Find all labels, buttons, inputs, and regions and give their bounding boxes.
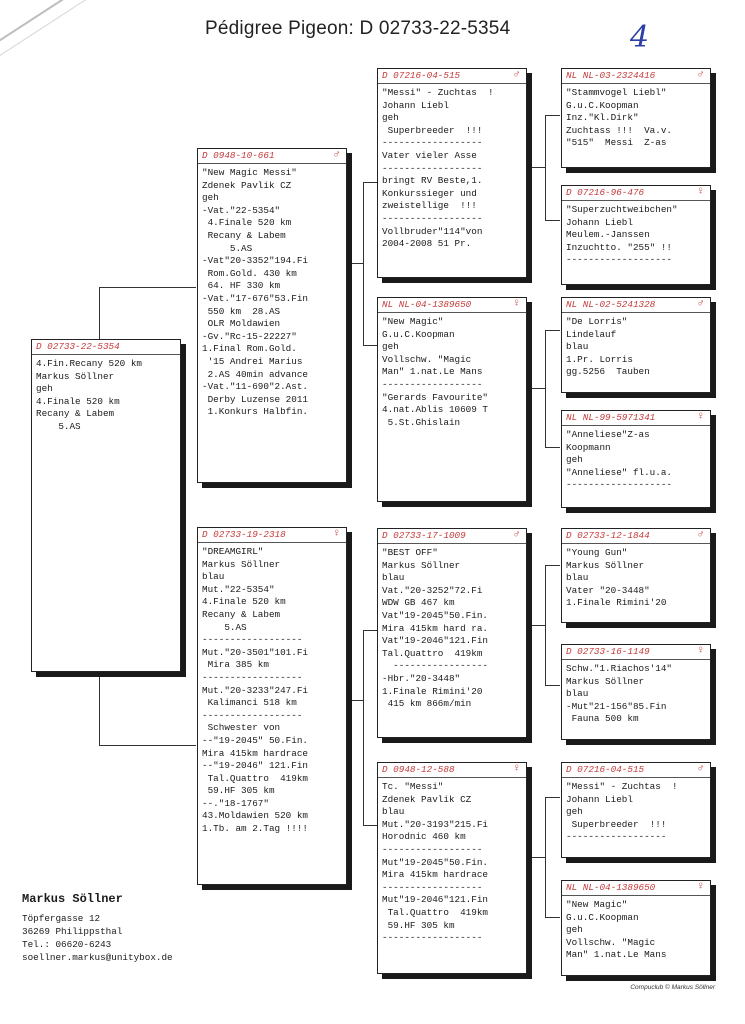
pedigree-text-line: '15 Andrei Marius <box>202 355 303 367</box>
connector <box>363 182 378 183</box>
connector <box>363 825 378 826</box>
pedigree-text-line: Tc. "Messi" <box>382 781 444 792</box>
connector <box>545 565 546 685</box>
connector <box>350 263 363 264</box>
connector <box>545 685 560 686</box>
pigeon-card-father <box>197 148 347 483</box>
ring-number-text: NL NL-04-1389650 <box>566 882 656 893</box>
pedigree-text-line: "Anneliese"Z-as <box>566 429 650 440</box>
pedigree-text-line: 4.Finale 520 km <box>202 596 286 608</box>
pedigree-text-line: Johann Liebl <box>566 793 633 805</box>
sex-symbol-icon: ♂ <box>697 529 704 541</box>
pedigree-text-line: Vollschw. "Magic <box>566 936 656 948</box>
sex-symbol-icon: ♂ <box>513 529 520 541</box>
pigeon-card-father-mother <box>377 297 527 502</box>
pedigree-text-line: ------------------- <box>566 254 673 266</box>
owner-email: soellner.markus@unitybox.de <box>22 952 173 963</box>
pedigree-text-line: G.u.C.Koopman <box>382 328 455 340</box>
ring-number-text: D 0948-12-588 <box>382 764 455 775</box>
pedigree-text-line: 5.AS <box>202 621 247 633</box>
pedigree-text-line: 5.AS <box>36 420 81 432</box>
connector <box>545 115 546 220</box>
connector <box>363 182 364 345</box>
handwritten-number: 4 <box>630 20 650 55</box>
pedigree-text-line: blau <box>382 572 405 584</box>
pedigree-text-line: ------------------ <box>382 843 483 855</box>
pedigree-text-line: Superbreeder !!! <box>382 124 483 136</box>
pedigree-text-line: geh <box>566 454 583 466</box>
pedigree-text-line: ------------------ <box>382 162 483 174</box>
pedigree-text-line: "New Magic" <box>382 316 444 327</box>
pedigree-text-line: 2004-2008 51 Pr. <box>382 238 472 250</box>
pedigree-text-line: ------------------- <box>566 479 673 491</box>
ring-number <box>198 150 346 164</box>
sex-symbol-icon: ♂ <box>697 763 704 775</box>
ring-number-text: D 02733-17-1009 <box>382 530 466 541</box>
connector <box>545 797 560 798</box>
ring-number-text: NL NL-03-2324416 <box>566 70 656 81</box>
pedigree-text-line: 415 km 866m/min <box>382 698 472 710</box>
ring-number-text: D 07216-96-476 <box>566 187 645 198</box>
pedigree-text-line: Lindelauf <box>566 328 617 340</box>
pedigree-text-line: 4.Finale 520 km <box>36 395 120 407</box>
pedigree-text-line: Mira 415km hardrace <box>382 869 489 881</box>
pedigree-text-line: 4.Finale 520 km <box>202 217 292 229</box>
pedigree-text-line: 64. HF 330 km <box>202 280 281 292</box>
pedigree-text-line: Superbreeder !!! <box>566 818 667 830</box>
page-fold-mark-inner <box>0 0 127 61</box>
page-fold-mark <box>0 0 128 54</box>
ring-number <box>198 529 346 543</box>
pedigree-text-line: Vater vieler Asse <box>382 149 477 161</box>
pedigree-text-line: -Vat."11-690"2.Ast. <box>202 381 309 393</box>
ring-number <box>562 187 710 201</box>
pedigree-text-line: G.u.C.Koopman <box>566 99 639 111</box>
pedigree-text-line: Johann Liebl <box>382 99 449 111</box>
ring-number <box>378 299 526 313</box>
pedigree-text-line: geh <box>382 341 399 353</box>
pedigree-text-line: WDW GB 467 km <box>382 597 455 609</box>
connector <box>99 745 196 746</box>
pedigree-text-line: Meulem.-Janssen <box>566 229 650 241</box>
pedigree-text-line: "Superzuchtweibchen" <box>566 204 678 215</box>
pedigree-text-line: Zdenek Pavlik CZ <box>202 179 292 191</box>
connector <box>530 388 545 389</box>
pedigree-text-line: Markus Söllner <box>566 675 645 687</box>
sex-symbol-icon: ♂ <box>697 298 704 310</box>
pedigree-text-line: Konkurssieger und <box>382 187 477 199</box>
pedigree-text-line: Tal.Quattro 419km <box>382 647 483 659</box>
ring-number <box>562 412 710 426</box>
pedigree-text-line: "New Magic" <box>566 899 628 910</box>
pigeon-card-mother-father <box>377 528 527 738</box>
pedigree-text-line: blau <box>382 806 405 818</box>
pedigree-text-line: Zuchtass !!! Va.v. <box>566 124 673 136</box>
ring-number-text: NL NL-04-1389650 <box>382 299 472 310</box>
pedigree-text-line: ------------------ <box>382 137 483 149</box>
sex-symbol-icon: ♀ <box>697 186 704 198</box>
pigeon-card-father-father <box>377 68 527 278</box>
pedigree-text-line: Inzuchtto. "255" !! <box>566 241 673 253</box>
connector <box>363 630 364 825</box>
pedigree-text-line: blau <box>202 571 225 583</box>
pedigree-text-line: ------------------ <box>566 831 667 843</box>
connector <box>530 857 545 858</box>
owner-street: Töpfergasse 12 <box>22 913 101 924</box>
ring-number-text: D 07216-04-515 <box>566 764 645 775</box>
ring-number <box>562 299 710 313</box>
ring-number-text: D 07216-04-515 <box>382 70 461 81</box>
pedigree-text-line: Zdenek Pavlik CZ <box>382 793 472 805</box>
pedigree-text-line: Mut."20-3501"101.Fi <box>202 646 309 658</box>
pedigree-text-line: Fauna 500 km <box>566 713 639 725</box>
pedigree-text-line: Derby Luzense 2011 <box>202 393 309 405</box>
pedigree-text-line: -Mut"21-156"85.Fin <box>566 700 667 712</box>
connector <box>545 447 560 448</box>
pedigree-text-line: 1.Konkurs Halbfin. <box>202 406 309 418</box>
pedigree-text-line: Inz."Kl.Dirk" <box>566 112 639 124</box>
pedigree-text-line: Markus Söllner <box>202 558 281 570</box>
pedigree-text-line: -Vat"20-3352"194.Fi <box>202 255 309 267</box>
ring-number <box>378 530 526 544</box>
pigeon-card-fmf <box>561 297 711 393</box>
pedigree-text-line: G.u.C.Koopman <box>566 911 639 923</box>
pedigree-text-line: geh <box>566 806 583 818</box>
ring-number-text: D 02733-12-1844 <box>566 530 650 541</box>
ring-number <box>562 764 710 778</box>
pedigree-text-line: bringt RV Beste,1. <box>382 175 483 187</box>
pedigree-text-line: 43.Moldawien 520 km <box>202 810 309 822</box>
pedigree-text-line: "Gerards Favourite" <box>382 391 489 403</box>
pigeon-card-mother <box>197 527 347 885</box>
pedigree-text-line: Vat"19-2046"121.Fin <box>382 635 489 647</box>
pedigree-text-line: Recany & Labem <box>36 408 115 420</box>
pedigree-text-line: 5.St.Ghislain <box>382 416 461 428</box>
pedigree-text-line: Man" 1.nat.Le Mans <box>382 366 483 378</box>
pedigree-text-line: ----------------- <box>382 660 489 672</box>
pedigree-text-line: Markus Söllner <box>382 559 461 571</box>
ring-number <box>562 530 710 544</box>
pedigree-text-line: "Messi" - Zuchtas ! <box>566 781 678 792</box>
ring-number-text: D 02733-16-1149 <box>566 646 650 657</box>
pedigree-text-line: -Hbr."20-3448" <box>382 672 461 684</box>
sex-symbol-icon: ♀ <box>333 528 340 540</box>
ring-number-text: D 02733-19-2318 <box>202 529 286 540</box>
connector <box>530 167 545 168</box>
pedigree-text-line: Horodnic 460 km <box>382 831 466 843</box>
sex-symbol-icon: ♀ <box>513 298 520 310</box>
pedigree-text-line: 1.Tb. am 2.Tag !!!! <box>202 823 309 835</box>
connector <box>545 330 560 331</box>
pedigree-text-line: 1.Pr. Lorris <box>566 353 633 365</box>
pedigree-text-line: blau <box>566 341 589 353</box>
pedigree-text-line: 1.Finale Rimini'20 <box>566 597 667 609</box>
sex-symbol-icon: ♀ <box>513 763 520 775</box>
sex-symbol-icon: ♂ <box>333 149 340 161</box>
connector <box>99 287 100 340</box>
pedigree-text-line: "Young Gun" <box>566 547 628 558</box>
pedigree-text-line: --"19-2045" 50.Fin. <box>202 734 309 746</box>
sex-symbol-icon: ♂ <box>513 69 520 81</box>
pigeon-card-mfm <box>561 644 711 740</box>
pedigree-text-line: ------------------ <box>202 671 303 683</box>
pedigree-text-line: 2.AS 40min advance <box>202 368 309 380</box>
footer-copyright: Compuclub © Markus Söllner <box>630 984 715 991</box>
pigeon-card-mmm <box>561 880 711 976</box>
pedigree-text-line: blau <box>566 572 589 584</box>
pedigree-text-line: 4.Fin.Recany 520 km <box>36 358 143 369</box>
pedigree-text-line: Tal.Quattro 419km <box>382 906 489 918</box>
connector <box>350 700 363 701</box>
pigeon-card-mff <box>561 528 711 623</box>
pedigree-text-line: ------------------ <box>382 212 483 224</box>
ring-number-text: D 02733-22-5354 <box>36 341 120 352</box>
connector <box>99 670 100 745</box>
pedigree-text-line: -Gv."Rc-15-22227" <box>202 330 297 342</box>
ring-number <box>378 764 526 778</box>
owner-phone: Tel.: 06620-6243 <box>22 939 112 950</box>
pedigree-text-line: Mut"19-2045"50.Fin. <box>382 856 489 868</box>
pedigree-text-line: Mut."20-3193"215.Fi <box>382 818 489 830</box>
sex-symbol-icon: ♀ <box>697 411 704 423</box>
pedigree-text-line: Mut"19-2046"121.Fin <box>382 894 489 906</box>
owner-name: Markus Söllner <box>22 892 123 906</box>
pedigree-text-line: Mut."22-5354" <box>202 583 275 595</box>
pedigree-text-line: blau <box>566 688 589 700</box>
pedigree-text-line: Recany & Labem <box>202 608 281 620</box>
connector <box>545 565 560 566</box>
pigeon-card-mmf <box>561 762 711 858</box>
pedigree-text-line: "Messi" - Zuchtas ! <box>382 87 494 98</box>
pedigree-text-line: 1.Finale Rimini'20 <box>382 685 483 697</box>
connector <box>545 797 546 917</box>
pedigree-text-line: ------------------ <box>382 378 483 390</box>
connector <box>545 917 560 918</box>
pedigree-text-line: Mira 415km hardrace <box>202 747 309 759</box>
pedigree-text-line: Markus Söllner <box>36 370 115 382</box>
sex-symbol-icon: ♀ <box>697 645 704 657</box>
pedigree-text-line: --"19-2046" 121.Fin <box>202 760 309 772</box>
pedigree-text-line: Johann Liebl <box>566 216 633 228</box>
pedigree-text-line: -Vat."17-676"53.Fin <box>202 292 309 304</box>
pedigree-text-line: Rom.Gold. 430 km <box>202 267 297 279</box>
ring-number <box>378 70 526 84</box>
pedigree-text-line: zweistellige !!! <box>382 200 477 212</box>
pedigree-text-line: ------------------ <box>382 932 483 944</box>
pedigree-text-line: Vollschw. "Magic <box>382 353 472 365</box>
pedigree-text-line: "DREAMGIRL" <box>202 546 264 557</box>
ring-number <box>562 882 710 896</box>
pedigree-text-line: "Anneliese" fl.u.a. <box>566 466 673 478</box>
pedigree-text-line: Vat."20-3252"72.Fi <box>382 584 483 596</box>
pedigree-text-line: Vollbruder"114"von <box>382 225 483 237</box>
pigeon-card-fmm <box>561 410 711 508</box>
connector <box>363 345 378 346</box>
sex-symbol-icon: ♂ <box>697 69 704 81</box>
pedigree-text-line: "New Magic Messi" <box>202 167 297 178</box>
ring-number-text: D 0948-10-661 <box>202 150 275 161</box>
connector <box>530 625 545 626</box>
pedigree-text-line: Mira 415km hard ra. <box>382 622 489 634</box>
pedigree-text-line: Mut."20-3233"247.Fi <box>202 684 309 696</box>
ring-number-text: NL NL-02-5241328 <box>566 299 656 310</box>
pedigree-text-line: Kalimanci 518 km <box>202 697 297 709</box>
ring-number <box>562 70 710 84</box>
page-title: Pédigree Pigeon: D 02733-22-5354 <box>205 18 511 39</box>
pedigree-text-line: Vat"19-2045"50.Fin. <box>382 609 489 621</box>
pedigree-text-line: Markus Söllner <box>566 559 645 571</box>
pedigree-text-line: --."18-1767" <box>202 797 269 809</box>
pedigree-text-line: "Stammvogel Liebl" <box>566 87 667 98</box>
pedigree-text-line: geh <box>566 924 583 936</box>
owner-city: 36269 Philippsthal <box>22 926 123 937</box>
pedigree-text-line: Koopmann <box>566 441 611 453</box>
connector <box>545 115 560 116</box>
sex-symbol-icon: ♀ <box>697 881 704 893</box>
pedigree-text-line: ------------------ <box>202 634 303 646</box>
pedigree-text-line: gg.5256 Tauben <box>566 366 650 378</box>
pedigree-text-line: Tal.Quattro 419km <box>202 772 309 784</box>
pedigree-text-line: 5.AS <box>202 242 253 254</box>
pedigree-text-line: geh <box>202 192 219 204</box>
pedigree-text-line: Schwester von <box>202 722 281 734</box>
pedigree-text-line: 550 km 28.AS <box>202 305 281 317</box>
pedigree-text-line: Man" 1.nat.Le Mans <box>566 949 667 961</box>
pedigree-text-line: Schw."1.Riachos'14" <box>566 663 673 674</box>
ring-number <box>562 646 710 660</box>
pedigree-text-line: geh <box>36 383 53 395</box>
pedigree-text-line: Recany & Labem <box>202 229 286 241</box>
pedigree-text-line: Mira 385 km <box>202 659 269 671</box>
pedigree-text-line: OLR Moldawien <box>202 318 281 330</box>
pedigree-text-line: "BEST OFF" <box>382 547 438 558</box>
ring-number-text: NL NL-99-5971341 <box>566 412 656 423</box>
connector <box>363 630 378 631</box>
pigeon-card-fff <box>561 68 711 168</box>
pedigree-text-line: Vater "20-3448" <box>566 584 650 596</box>
pedigree-text-line: 4.nat.Ablis 10609 T <box>382 404 489 416</box>
ring-number <box>32 341 180 355</box>
pedigree-text-line: -Vat."22-5354" <box>202 204 281 216</box>
pedigree-text-line: 59.HF 305 km <box>202 785 275 797</box>
pedigree-text-line: "515" Messi Z-as <box>566 137 667 149</box>
pedigree-text-line: 59.HF 305 km <box>382 919 455 931</box>
pigeon-card-subject <box>31 339 181 672</box>
owner-address <box>22 893 173 964</box>
pigeon-card-mother-mother <box>377 762 527 974</box>
pedigree-text-line: ------------------ <box>202 709 303 721</box>
pedigree-text-line: ------------------ <box>382 881 483 893</box>
pedigree-text-line: geh <box>382 112 399 124</box>
connector <box>545 220 560 221</box>
pedigree-text-line: 1.Final Rom.Gold. <box>202 343 297 355</box>
pigeon-card-ffm <box>561 185 711 285</box>
connector <box>545 330 546 447</box>
pedigree-text-line: "De Lorris" <box>566 316 628 327</box>
connector <box>99 287 196 288</box>
